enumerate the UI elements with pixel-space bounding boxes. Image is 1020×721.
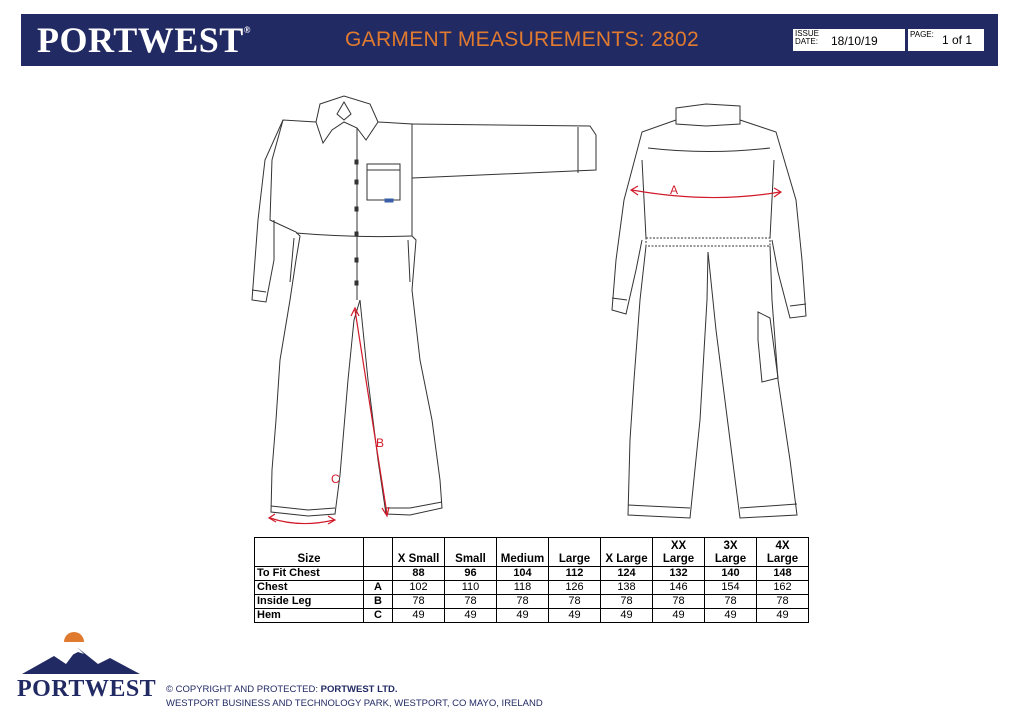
size-col-header: Medium	[497, 538, 549, 567]
table-cell: 49	[653, 609, 705, 623]
table-cell: 78	[601, 595, 653, 609]
table-cell: 96	[445, 567, 497, 581]
table-cell: 78	[705, 595, 757, 609]
table-cell: 110	[445, 581, 497, 595]
issue-date-label: ISSUE DATE:	[795, 29, 820, 46]
table-cell: 138	[601, 581, 653, 595]
row-code: C	[364, 609, 393, 623]
size-col-header: X Large	[601, 538, 653, 567]
table-cell: 78	[445, 595, 497, 609]
table-cell: 49	[445, 609, 497, 623]
table-cell: 88	[393, 567, 445, 581]
coverall-front-view	[252, 96, 596, 524]
size-header: Size	[255, 538, 364, 567]
page-title: GARMENT MEASUREMENTS: 2802	[345, 28, 699, 51]
table-cell: 78	[549, 595, 601, 609]
row-label: Chest	[255, 581, 364, 595]
table-cell: 124	[601, 567, 653, 581]
size-col-header: Small	[445, 538, 497, 567]
page-label: PAGE:	[910, 30, 934, 39]
size-col-header: 3X Large	[705, 538, 757, 567]
table-cell: 49	[549, 609, 601, 623]
size-col-header: 4X Large	[757, 538, 809, 567]
copyright-text: © COPYRIGHT AND PROTECTED: PORTWEST LTD.	[166, 684, 398, 695]
table-cell: 78	[653, 595, 705, 609]
table-row	[255, 567, 809, 581]
table-cell: 148	[757, 567, 809, 581]
table-cell: 112	[549, 567, 601, 581]
portwest-logo: PORTWEST®	[37, 20, 252, 60]
label-a: A	[670, 183, 679, 197]
table-header-row	[255, 538, 809, 567]
label-c: C	[331, 472, 340, 486]
row-label: To Fit Chest	[255, 567, 364, 581]
table-cell: 162	[757, 581, 809, 595]
measurement-table	[254, 537, 809, 623]
code-header	[364, 538, 393, 567]
table-cell: 78	[497, 595, 549, 609]
table-cell: 49	[393, 609, 445, 623]
table-cell: 49	[601, 609, 653, 623]
table-cell: 132	[653, 567, 705, 581]
table-cell: 49	[497, 609, 549, 623]
table-cell: 118	[497, 581, 549, 595]
issue-date-value: 18/10/19	[831, 34, 878, 48]
footer-logo-text: PORTWEST	[17, 676, 157, 702]
address-text: WESTPORT BUSINESS AND TECHNOLOGY PARK, WESTPORT, CO MAYO, IRELAND	[166, 698, 543, 709]
row-code	[364, 567, 393, 581]
row-code: B	[364, 595, 393, 609]
label-b: B	[376, 436, 385, 450]
table-cell: 49	[705, 609, 757, 623]
row-label: Hem	[255, 609, 364, 623]
table-row	[255, 595, 809, 609]
row-label: Inside Leg	[255, 595, 364, 609]
table-cell: 146	[653, 581, 705, 595]
table-cell: 78	[393, 595, 445, 609]
size-col-header: XX Large	[653, 538, 705, 567]
coverall-back-view	[612, 104, 806, 518]
table-cell: 140	[705, 567, 757, 581]
page-value: 1 of 1	[942, 33, 973, 47]
table-row	[255, 609, 809, 623]
table-cell: 154	[705, 581, 757, 595]
table-cell: 104	[497, 567, 549, 581]
table-cell: 78	[757, 595, 809, 609]
table-row	[255, 581, 809, 595]
row-code: A	[364, 581, 393, 595]
table-cell: 126	[549, 581, 601, 595]
table-cell: 49	[757, 609, 809, 623]
size-col-header: Large	[549, 538, 601, 567]
table-cell: 102	[393, 581, 445, 595]
size-col-header: X Small	[393, 538, 445, 567]
